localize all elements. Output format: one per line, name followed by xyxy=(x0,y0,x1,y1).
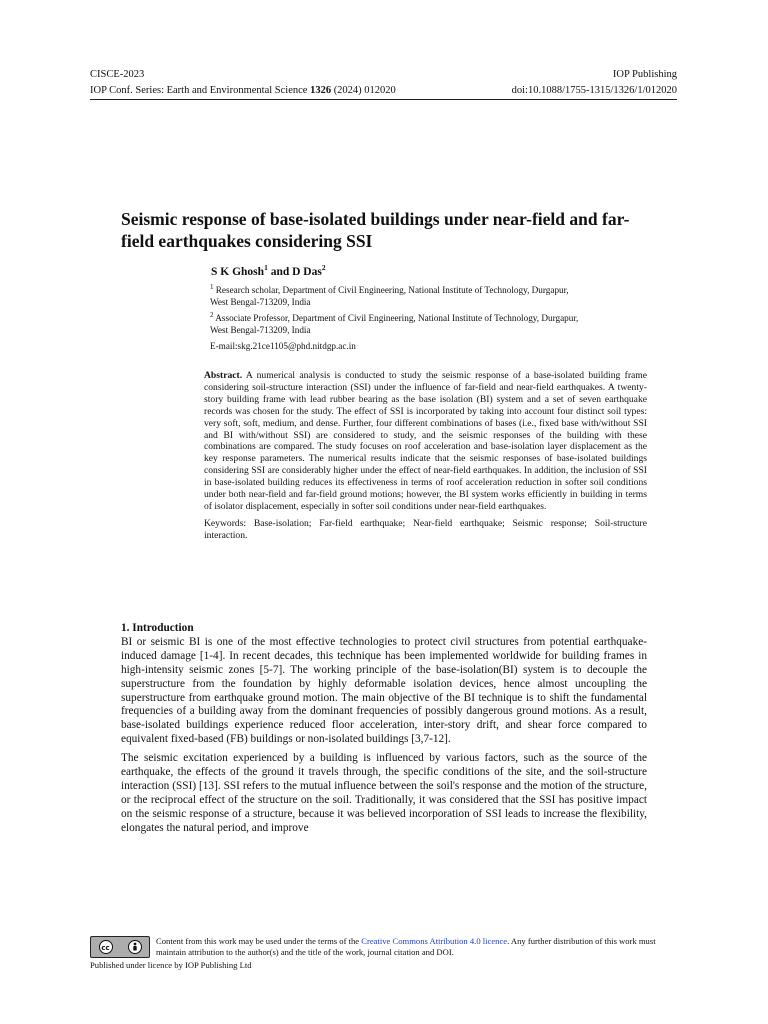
volume-number: 1326 xyxy=(310,85,332,96)
doi-text: doi:10.1088/1755-1315/1326/1/012020 xyxy=(511,85,677,96)
by-person-icon xyxy=(128,940,142,954)
cc-icon: cc xyxy=(99,940,113,954)
author-name: S K Ghosh xyxy=(211,265,265,278)
introduction-section xyxy=(121,622,647,836)
affiliations: $^1$ Research scholar, Department of Civil Engineering, National Institute of Technology, Durgapur, West Bengal-713209, India $^2$ Associate Professor, Department of Civil Engineering, National Institute of Technology, Durgapur, West Bengal-713209, India E-mail:skg.21ce1105@phd.nitdgp.ac.in xyxy=(210,281,650,353)
keywords: Keywords: Base-isolation; Far-field earthquake; Near-field earthquake; Seismic response; Soil-structure interaction. xyxy=(204,517,647,541)
affiliation-marker: 1 xyxy=(264,263,268,272)
header-rule xyxy=(90,99,677,100)
affiliation-marker: 2 xyxy=(321,263,326,272)
publisher-name: IOP Publishing xyxy=(612,69,677,80)
abstract-text: Abstract. A numerical analysis is conducted to study the seismic response of a base-isolated building frame considering soil-structure interaction (SSI) under the influence of far-field and near-field earthquakes. A twenty-story building frame with lead rubber bearing as the base isolation (BI) system and a set of seven earthquake records was chosen for the study. The effect of SSI is incorporated by taking into account four distinct soil types: very soft, soft, medium, and dense. Further, four different combinations of bases (i.e., fixed base with/without SSI and BI with/without SSI) are considered to study, and the seismic responses of the building with these combinations are compared. The study focuses on roof acceleration and base-isolation layer displacement as the key response parameters. The numerical results indicate that the seismic responses of base-isolated buildings considering SSI are considerably higher under the effect of near-field earthquakes. In addition, the inclusion of SSI in base-isolated building reduces its effectiveness in terms of roof acceleration reduction in softer soil conditions under both near-field and far-field ground motions; however, the BI system works efficiently in building in terms of isolator displacement, especially in softer soil conditions under near-field earthquakes. xyxy=(204,370,647,512)
affiliation-1: $^1$ Research scholar, Department of Civil Engineering, National Institute of Technology, Durgapur, xyxy=(210,283,569,296)
paragraph: BI or seismic BI is one of the most effective technologies to protect civil structures from potential earthquake-induced damage [1-4]. In recent decades, this technique has been implemented worldwide for building frames in high-intensity seismic zones [5-7]. The working principle of the base-isolation(BI) system is to decouple the superstructure from the foundation by highly deformable isolation devices, hence almost uncoupling the superstructure from earthquake ground motion. The main objective of the BI technique is to shift the fundamental frequencies of a building away from the dominant frequencies of possibly dangerous ground motions. As a result, base-isolated buildings experience reduced floor acceleration, inter-story drift, and shear force compared to equivalent fixed-based (FB) buildings or non-isolated buildings [3,7-12]. xyxy=(121,635,647,746)
abstract xyxy=(204,370,647,542)
running-header-citation xyxy=(90,84,677,100)
abstract-label: Abstract. xyxy=(204,370,243,381)
license-notice: Content from this work may be used under the terms of the Creative Commons Attribution 4.0 licence. Any further distribution of this work must maintain attribution to the author(s) and the title of the work, journal citation and DOI. xyxy=(156,936,656,957)
section-heading: 1. Introduction xyxy=(121,622,194,634)
journal-citation: IOP Conf. Series: Earth and Environmental Science 1326 (2024) 012020 xyxy=(90,85,396,96)
contact-email: E-mail:skg.21ce1105@phd.nitdgp.ac.in xyxy=(210,341,356,352)
license-link[interactable]: Creative Commons Attribution 4.0 licence xyxy=(361,936,508,946)
author-line: S K Ghosh$^1$ and D Das$^2$ xyxy=(211,263,326,278)
running-header-top xyxy=(90,68,677,81)
license-footer xyxy=(90,936,680,971)
paper-title: Seismic response of base-isolated buildings under near-field and far-field earthquakes considering SSI xyxy=(121,209,630,251)
published-notice: Published under licence by IOP Publishing Ltd xyxy=(90,960,252,970)
author-name: D Das xyxy=(292,265,322,278)
conference-name: CISCE-2023 xyxy=(90,69,145,80)
paragraph: The seismic excitation experienced by a building is influenced by various factors, such as the source of the earthquake, the effects of the ground it travels through, the specific conditions of the site, and the soil-structure interaction (SSI) [13]. SSI refers to the mutual influence between the soil's response and the motion of the structure, or the reciprocal effect of the structure on the soil. Traditionally, it was considered that the SSI has positive impact on the seismic response of a structure, because it was believed incorporation of SSI leads to increase the flexibility, elongates the natural period, and improve xyxy=(121,752,647,834)
cc-by-license-icon[interactable] xyxy=(90,936,150,958)
affiliation-2: $^2$ Associate Professor, Department of Civil Engineering, National Institute of Technology, Durgapur, xyxy=(210,310,579,323)
